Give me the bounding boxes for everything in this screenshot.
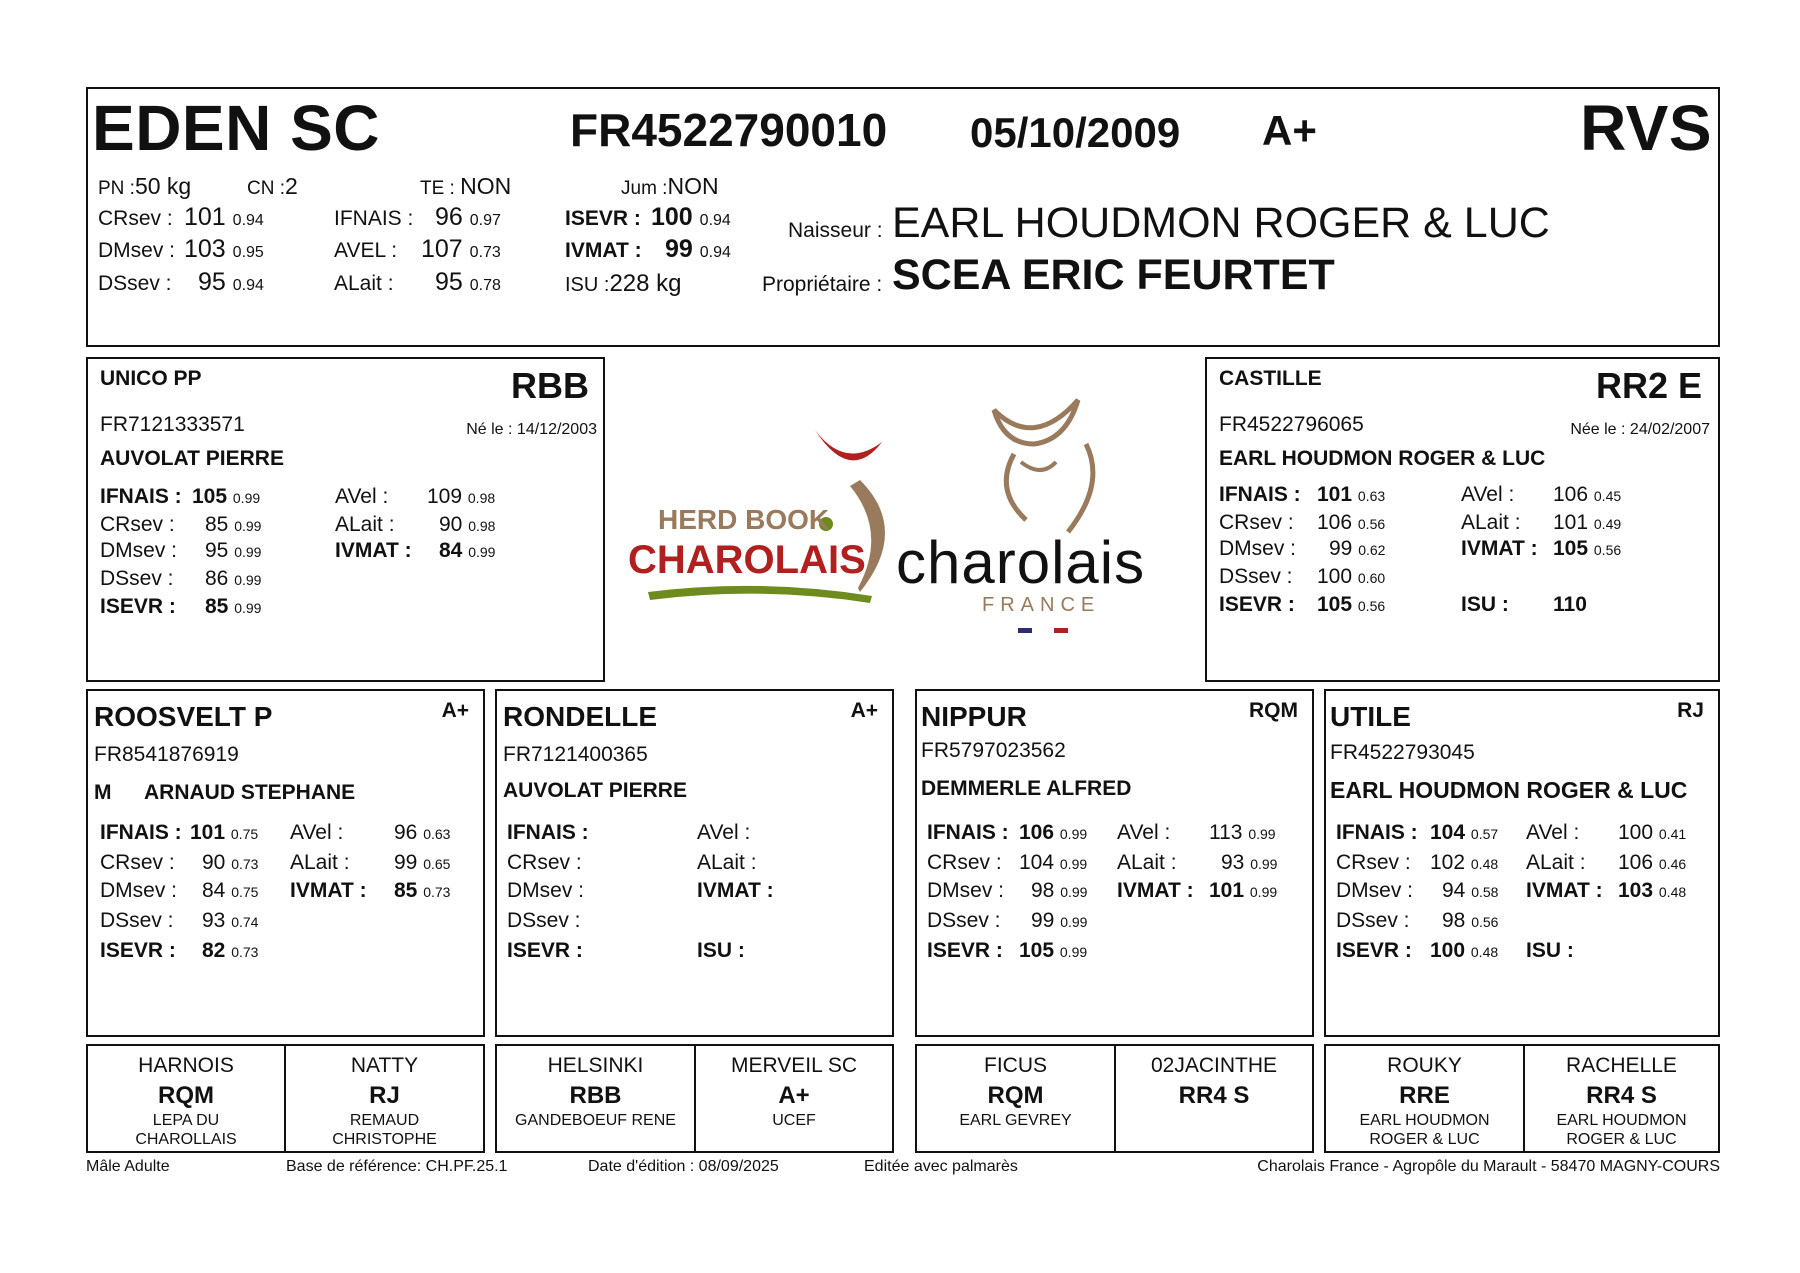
gp-qualification: A+: [850, 699, 878, 722]
dam-isevr-label: ISEVR :: [1219, 593, 1295, 616]
gp-ivmat-label: IVMAT :: [290, 879, 367, 902]
ggp-owner-line1: GANDEBOEUF RENE: [515, 1112, 676, 1129]
sire-crsev-value: 85 0.99: [205, 513, 262, 536]
isevr-label: ISEVR :: [565, 207, 641, 230]
te-row: [420, 173, 511, 200]
dam-avel-label: AVel :: [1461, 483, 1515, 506]
avel-label: AVEL :: [334, 239, 398, 262]
gp-qualification: A+: [441, 699, 469, 722]
gp-isevr-label: ISEVR :: [100, 939, 176, 962]
footer-edition: Editée avec palmarès: [864, 1158, 1018, 1175]
gp-dssev-value: 93 0.74: [202, 909, 259, 932]
gp-isevr-value: 82 0.73: [202, 939, 259, 962]
charolais-word: charolais: [896, 529, 1146, 596]
great-grandparent-pair: [86, 1044, 485, 1153]
proprietaire-value: SCEA ERIC FEURTET: [892, 251, 1335, 299]
dssev-value: 95 0.94: [198, 268, 264, 296]
gp-owner: AUVOLAT PIERRE: [503, 779, 687, 802]
ggp-qualification: RR4 S: [1178, 1082, 1250, 1109]
ggp-owner-line2: ROGER & LUC: [1566, 1131, 1677, 1148]
great-grandparent: [497, 1046, 696, 1151]
dam-avel-value: 106 0.45: [1553, 483, 1622, 506]
dam-dmsev-value: 99 0.62: [1329, 537, 1386, 560]
gp-dssev-label: DSsev :: [507, 909, 581, 932]
gp-crsev-label: CRsev :: [507, 851, 582, 874]
gp-dmsev-label: DMsev :: [1336, 879, 1414, 902]
sire-born: Né le : 14/12/2003: [466, 421, 597, 438]
main-animal-box: [86, 87, 1720, 347]
jum-value: NON: [667, 173, 719, 199]
gp-ifnais-value: 104 0.57: [1430, 821, 1499, 844]
animal-name: EDEN SC: [92, 92, 380, 164]
footer-address: Charolais France - Agropôle du Marault - 58470 MAGNY-COURS: [1257, 1158, 1720, 1175]
ggp-owner-line2: ROGER & LUC: [1369, 1131, 1480, 1148]
dam-crsev-value: 106 0.56: [1317, 511, 1386, 534]
isu-row: [565, 270, 682, 298]
great-grandparent: [696, 1046, 892, 1151]
gp-sex: M: [94, 781, 112, 804]
gp-ifnais-value: 101 0.75: [190, 821, 259, 844]
great-grandparent-pair: [915, 1044, 1314, 1153]
herd-book-line2: CHAROLAIS: [628, 538, 866, 582]
ggp-owner-line1: REMAUD: [349, 1112, 420, 1129]
gp-name: UTILE: [1330, 701, 1411, 732]
gp-alait-label: ALait :: [1526, 851, 1586, 874]
gp-ivmat-label: IVMAT :: [697, 879, 774, 902]
great-grandparent: [917, 1046, 1116, 1151]
gp-avel-label: AVel :: [697, 821, 751, 844]
dam-owner: EARL HOUDMON ROGER & LUC: [1219, 447, 1546, 470]
herd-book-logo: [620, 420, 900, 610]
sire-isevr-label: ISEVR :: [100, 595, 176, 618]
gp-ivmat-value: 101 0.99: [1209, 879, 1278, 902]
gp-isevr-value: 100 0.48: [1430, 939, 1499, 962]
ggp-name: FICUS: [984, 1054, 1047, 1077]
ggp-name: HELSINKI: [547, 1054, 644, 1077]
gp-id: FR8541876919: [94, 743, 239, 766]
naisseur-value: EARL HOUDMON ROGER & LUC: [892, 199, 1550, 247]
naisseur-label: Naisseur :: [788, 219, 883, 242]
ggp-name: RACHELLE: [1566, 1054, 1677, 1077]
sire-dssev-label: DSsev :: [100, 567, 174, 590]
sire-ivmat-value: 84 0.99: [439, 539, 496, 562]
isevr-value: 100 0.94: [651, 203, 731, 231]
ggp-qualification: A+: [778, 1082, 810, 1109]
gp-crsev-label: CRsev :: [927, 851, 1002, 874]
gp-isevr-label: ISEVR :: [1336, 939, 1412, 962]
herd-book-line1: HERD BOOK: [658, 504, 830, 535]
ggp-name: MERVEIL SC: [730, 1054, 858, 1077]
grandparent-box: [915, 689, 1314, 1037]
gp-alait-value: 106 0.46: [1618, 851, 1687, 874]
dam-id: FR4522796065: [1219, 413, 1364, 436]
gp-name: NIPPUR: [921, 701, 1027, 732]
gp-dmsev-value: 98 0.99: [1031, 879, 1088, 902]
ggp-qualification: RBB: [569, 1082, 622, 1109]
gp-dssev-value: 98 0.56: [1442, 909, 1499, 932]
gp-isevr-label: ISEVR :: [507, 939, 583, 962]
sire-avel-value: 109 0.98: [427, 485, 496, 508]
gp-avel-label: AVel :: [1526, 821, 1580, 844]
dam-crsev-label: CRsev :: [1219, 511, 1294, 534]
dam-isu-value: 110: [1553, 593, 1587, 616]
sire-owner: AUVOLAT PIERRE: [100, 447, 284, 470]
ggp-qualification: RR4 S: [1586, 1082, 1657, 1109]
isu-value: 228 kg: [609, 270, 682, 297]
gp-dssev-value: 99 0.99: [1031, 909, 1088, 932]
alait-label: ALait :: [334, 272, 394, 295]
ggp-qualification: RRE: [1399, 1082, 1450, 1109]
gp-name: ROOSVELT P: [94, 701, 273, 732]
cn-value: 2: [285, 173, 298, 199]
gp-alait-label: ALait :: [290, 851, 350, 874]
dam-dssev-value: 100 0.60: [1317, 565, 1386, 588]
dam-ifnais-label: IFNAIS :: [1219, 483, 1301, 506]
ifnais-value: 96 0.97: [435, 203, 501, 231]
alait-value: 95 0.78: [435, 268, 501, 296]
sire-isevr-value: 85 0.99: [205, 595, 262, 618]
sire-avel-label: AVel :: [335, 485, 389, 508]
animal-qualification: RVS: [1580, 92, 1712, 164]
dam-name: CASTILLE: [1219, 367, 1322, 390]
pn-value: 50 kg: [134, 173, 192, 199]
dam-box: [1205, 357, 1720, 682]
gp-avel-label: AVel :: [290, 821, 344, 844]
gp-owner: DEMMERLE ALFRED: [921, 777, 1132, 800]
animal-grade: A+: [1262, 107, 1317, 154]
dam-ifnais-value: 101 0.63: [1317, 483, 1386, 506]
gp-avel-label: AVel :: [1117, 821, 1171, 844]
great-grandparent: [1326, 1046, 1525, 1151]
pn-label: PN :: [98, 178, 135, 199]
gp-isu-label: ISU :: [1526, 939, 1574, 962]
sire-dmsev-value: 95 0.99: [205, 539, 262, 562]
gp-dssev-label: DSsev :: [1336, 909, 1410, 932]
sire-crsev-label: CRsev :: [100, 513, 175, 536]
gp-dmsev-label: DMsev :: [507, 879, 585, 902]
isu-label: ISU :: [565, 274, 610, 296]
gp-ivmat-label: IVMAT :: [1117, 879, 1194, 902]
great-grandparent-pair: [1324, 1044, 1720, 1153]
ggp-owner-line1: EARL HOUDMON: [1556, 1112, 1687, 1129]
gp-isevr-label: ISEVR :: [927, 939, 1003, 962]
sire-box: [86, 357, 605, 682]
gp-dmsev-label: DMsev :: [100, 879, 178, 902]
dmsev-value: 103 0.95: [184, 235, 264, 263]
ggp-name: 02JACINTHE: [1150, 1054, 1278, 1077]
grandparent-box: [1324, 689, 1720, 1037]
grandparent-box: [86, 689, 485, 1037]
gp-crsev-value: 90 0.73: [202, 851, 259, 874]
dam-dmsev-label: DMsev :: [1219, 537, 1297, 560]
gp-ivmat-value: 85 0.73: [394, 879, 451, 902]
dam-alait-label: ALait :: [1461, 511, 1521, 534]
sire-alait-value: 90 0.98: [439, 513, 496, 536]
proprietaire-label: Propriétaire :: [762, 273, 883, 296]
te-label: TE :: [420, 178, 455, 199]
great-grandparent: [286, 1046, 483, 1151]
ggp-qualification: RJ: [369, 1082, 400, 1109]
sire-id: FR7121333571: [100, 413, 245, 436]
gp-id: FR7121400365: [503, 743, 648, 766]
dam-isevr-value: 105 0.56: [1317, 593, 1386, 616]
sire-ivmat-label: IVMAT :: [335, 539, 412, 562]
gp-qualification: RQM: [1249, 699, 1298, 722]
pn-row: [98, 173, 191, 200]
sire-alait-label: ALait :: [335, 513, 395, 536]
great-grandparent: [1116, 1046, 1312, 1151]
cn-row: [247, 173, 298, 200]
great-grandparent-pair: [495, 1044, 894, 1153]
gp-isevr-value: 105 0.99: [1019, 939, 1088, 962]
footer-date: Date d'édition : 08/09/2025: [588, 1158, 779, 1175]
gp-owner: ARNAUD STEPHANE: [144, 781, 356, 804]
gp-ifnais-label: IFNAIS :: [927, 821, 1009, 844]
gp-id: FR4522793045: [1330, 741, 1475, 764]
sire-dmsev-label: DMsev :: [100, 539, 178, 562]
gp-dmsev-value: 94 0.58: [1442, 879, 1499, 902]
dam-qualification: RR2 E: [1595, 365, 1702, 406]
gp-dssev-label: DSsev :: [100, 909, 174, 932]
gp-crsev-value: 104 0.99: [1019, 851, 1088, 874]
gp-ifnais-label: IFNAIS :: [100, 821, 182, 844]
gp-ifnais-label: IFNAIS :: [507, 821, 589, 844]
gp-avel-value: 113 0.99: [1209, 821, 1276, 844]
ggp-name: HARNOIS: [138, 1054, 234, 1077]
ggp-owner-line2: CHAROLLAIS: [135, 1131, 237, 1148]
animal-id: FR4522790010: [570, 104, 888, 156]
jum-row: [621, 173, 719, 200]
gp-owner: EARL HOUDMON ROGER & LUC: [1330, 777, 1688, 803]
dam-ivmat-value: 105 0.56: [1553, 537, 1622, 560]
animal-birthdate: 05/10/2009: [970, 109, 1181, 156]
dam-born: Née le : 24/02/2007: [1570, 421, 1710, 438]
te-value: NON: [460, 173, 512, 199]
gp-ifnais-label: IFNAIS :: [1336, 821, 1418, 844]
sire-ifnais-value: 105 0.99: [192, 485, 261, 508]
sire-dssev-value: 86 0.99: [205, 567, 262, 590]
great-grandparent: [1525, 1046, 1718, 1151]
ggp-owner-line1: UCEF: [772, 1112, 816, 1129]
gp-ivmat-label: IVMAT :: [1526, 879, 1603, 902]
gp-avel-value: 100 0.41: [1618, 821, 1687, 844]
charolais-france-logo: [896, 394, 1196, 644]
ggp-owner-line2: CHRISTOPHE: [332, 1131, 437, 1148]
grandparent-box: [495, 689, 894, 1037]
ggp-name: NATTY: [350, 1054, 419, 1077]
gp-crsev-label: CRsev :: [100, 851, 175, 874]
gp-ivmat-value: 103 0.48: [1618, 879, 1687, 902]
sire-qualification: RBB: [511, 365, 589, 406]
gp-name: RONDELLE: [503, 701, 657, 732]
footer-base: Base de référence: CH.PF.25.1: [286, 1158, 508, 1175]
gp-crsev-label: CRsev :: [1336, 851, 1411, 874]
gp-alait-label: ALait :: [697, 851, 757, 874]
gp-id: FR5797023562: [921, 739, 1066, 762]
dam-alait-value: 101 0.49: [1553, 511, 1622, 534]
gp-dssev-label: DSsev :: [927, 909, 1001, 932]
ivmat-label: IVMAT :: [565, 239, 642, 262]
ggp-owner-line1: EARL HOUDMON: [1359, 1112, 1490, 1129]
gp-alait-value: 93 0.99: [1221, 851, 1278, 874]
dam-isu-label: ISU :: [1461, 593, 1509, 616]
ggp-owner-line1: EARL GEVREY: [959, 1112, 1072, 1129]
sire-ifnais-label: IFNAIS :: [100, 485, 182, 508]
ivmat-value: 99 0.94: [665, 235, 731, 263]
ifnais-label: IFNAIS :: [334, 207, 414, 230]
ggp-owner-line1: LEPA DU: [152, 1112, 220, 1129]
dam-ivmat-label: IVMAT :: [1461, 537, 1538, 560]
jum-label: Jum :: [621, 178, 668, 199]
gp-alait-label: ALait :: [1117, 851, 1177, 874]
charolais-france-sub: FRANCE: [982, 594, 1101, 616]
gp-dmsev-label: DMsev :: [927, 879, 1005, 902]
crsev-value: 101 0.94: [184, 203, 264, 231]
gp-alait-value: 99 0.65: [394, 851, 451, 874]
footer-category: Mâle Adulte: [86, 1158, 170, 1175]
dmsev-label: DMsev :: [98, 239, 176, 262]
avel-value: 107 0.73: [421, 235, 501, 263]
gp-isu-label: ISU :: [697, 939, 745, 962]
ggp-qualification: RQM: [987, 1082, 1044, 1109]
gp-crsev-value: 102 0.48: [1430, 851, 1499, 874]
cn-label: CN :: [247, 178, 285, 199]
dam-dssev-label: DSsev :: [1219, 565, 1293, 588]
gp-dmsev-value: 84 0.75: [202, 879, 259, 902]
crsev-label: CRsev :: [98, 207, 173, 230]
dssev-label: DSsev :: [98, 272, 172, 295]
gp-qualification: RJ: [1677, 699, 1704, 722]
gp-avel-value: 96 0.63: [394, 821, 451, 844]
gp-ifnais-value: 106 0.99: [1019, 821, 1088, 844]
ggp-qualification: RQM: [158, 1082, 214, 1109]
ggp-name: ROUKY: [1387, 1054, 1462, 1077]
sire-name: UNICO PP: [100, 367, 202, 390]
great-grandparent: [88, 1046, 286, 1151]
